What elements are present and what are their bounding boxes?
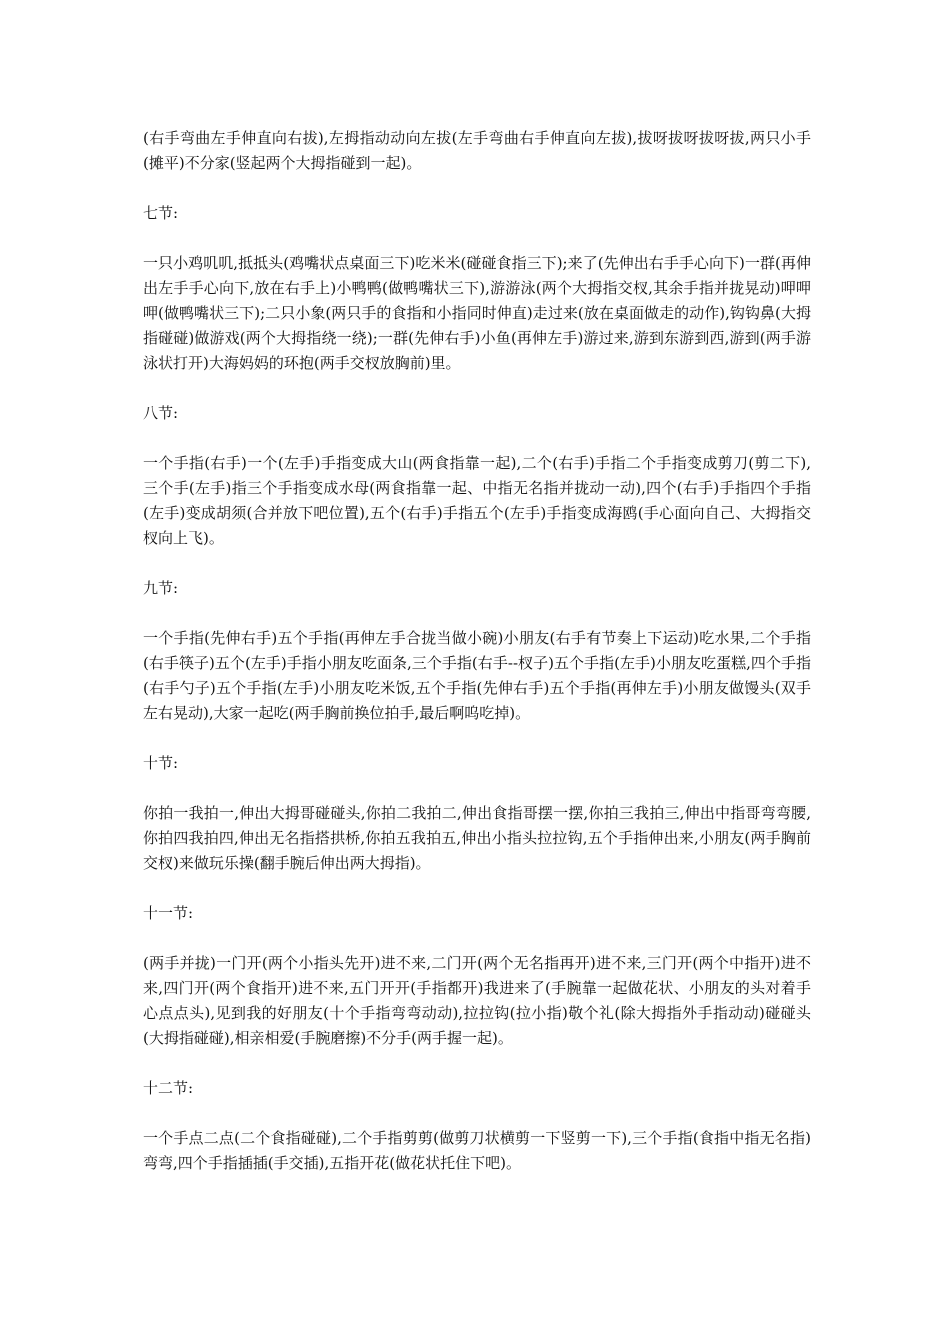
section-body-10: 你拍一我拍一,伸出大拇哥碰碰头,你拍二我拍二,伸出食指哥摆一摆,你拍三我拍三,伸出中指哥弯弯腰,你拍四我拍四,伸出无名指搭拱桥,你拍五我拍五,伸出小指头拉拉钩,五个手指伸出来,小朋友(两手胸前交杈)来做玩乐操(翻手腕后伸出两大拇指)。	[143, 804, 811, 872]
section-heading-7: 七节:	[143, 204, 179, 222]
document-page	[143, 126, 811, 1176]
section-body-8: 一个手指(右手)一个(左手)手指变成大山(两食指靠一起),二个(右手)手指二个手指变成剪刀(剪二下),三个手(左手)指三个手指变成水母(两食指靠一起、中指无名指并拢动一动),四个(右手)手指四个手指(左手)变成胡须(合并放下吧位置),五个(右手)手指五个(左手)手指变成海鸥(手心面向自己、大拇指交杈向上飞)。	[143, 454, 811, 547]
intro-paragraph: (右手弯曲左手伸直向右拔),左拇指动动向左拔(左手弯曲右手伸直向左拔),拔呀拔呀拔呀拔,两只小手(摊平)不分家(竖起两个大拇指碰到一起)。	[143, 129, 811, 172]
section-heading-9: 九节:	[143, 579, 179, 597]
section-heading-8: 八节:	[143, 404, 179, 422]
section-heading-12: 十二节:	[143, 1079, 194, 1097]
section-body-11: (两手并拢)一门开(两个小指头先开)进不来,二门开(两个无名指再开)进不来,三门开(两个中指开)进不来,四门开(两个食指开)进不来,五门开开(手指都开)我进来了(手腕靠一起做花状、小朋友的头对着手心点点头),见到我的好朋友(十个手指弯弯动动),拉拉钩(拉小指)敬个礼(除大拇指外手指动动)碰碰头(大拇指碰碰),相亲相爱(手腕磨擦)不分手(两手握一起)。	[143, 954, 811, 1047]
section-body-7: 一只小鸡叽叽,抵抵头(鸡嘴状点桌面三下)吃米米(碰碰食指三下);来了(先伸出右手手心向下)一群(再伸出左手手心向下,放在右手上)小鸭鸭(做鸭嘴状三下),游游泳(两个大拇指交杈,其余手指并拢晃动)呷呷呷(做鸭嘴状三下);二只小象(两只手的食指和小指同时伸直)走过来(放在桌面做走的动作),钩钩鼻(大拇指碰碰)做游戏(两个大拇指绕一绕);一群(先伸右手)小鱼(再伸左手)游过来,游到东游到西,游到(两手游泳状打开)大海妈妈的环抱(两手交杈放胸前)里。	[143, 254, 811, 372]
section-heading-10: 十节:	[143, 754, 179, 772]
section-heading-11: 十一节:	[143, 904, 194, 922]
section-body-12: 一个手点二点(二个食指碰碰),二个手指剪剪(做剪刀状横剪一下竖剪一下),三个手指(食指中指无名指)弯弯,四个手指插插(手交插),五指开花(做花状托住下吧)。	[143, 1129, 811, 1172]
section-body-9: 一个手指(先伸右手)五个手指(再伸左手合拢当做小碗)小朋友(右手有节奏上下运动)吃水果,二个手指(右手筷子)五个(左手)手指小朋友吃面条,三个手指(右手--杈子)五个手指(左手)小朋友吃蛋糕,四个手指(右手勺子)五个手指(左手)小朋友吃米饭,五个手指(先伸右手)五个手指(再伸左手)小朋友做馒头(双手左右晃动),大家一起吃(两手胸前换位拍手,最后啊呜吃掉)。	[143, 629, 811, 722]
